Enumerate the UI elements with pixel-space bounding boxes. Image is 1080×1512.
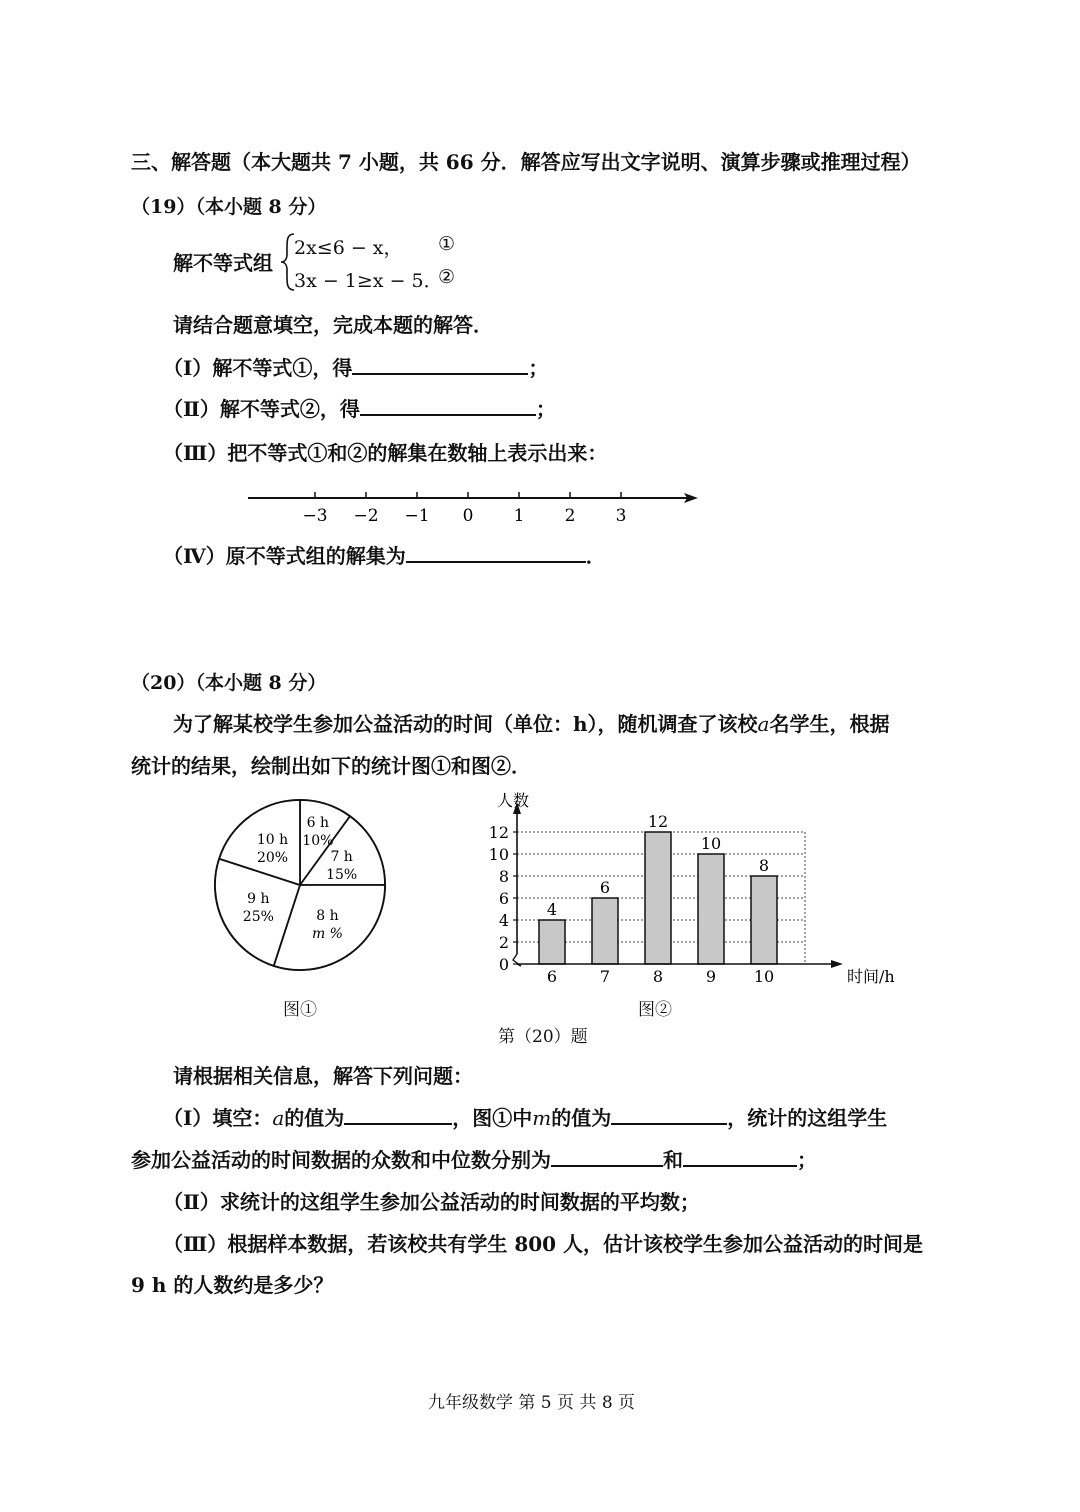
q20-intro-line2: 统计的结果，绘制出如下的统计图①和图②． bbox=[131, 754, 531, 778]
bar bbox=[592, 898, 618, 964]
number-line-label: −3 bbox=[302, 506, 328, 526]
pie-slice-pct: 25% bbox=[242, 909, 274, 926]
bar-value-label: 4 bbox=[546, 900, 558, 919]
q20-part1-line2-text: 参加公益活动的时间数据的众数和中位数分别为 bbox=[131, 1148, 551, 1172]
x-tick-label: 10 bbox=[753, 967, 775, 986]
q20-part2: （Ⅱ）求统计的这组学生参加公益活动的时间数据的平均数； bbox=[163, 1190, 700, 1214]
q19-inequality-2-mark: ② bbox=[438, 266, 456, 288]
x-tick-label: 9 bbox=[705, 967, 717, 986]
q19-part4 bbox=[163, 540, 606, 569]
number-line-label: −1 bbox=[404, 506, 430, 526]
q20-part1-d: 的值为 bbox=[551, 1106, 612, 1130]
q19-part1 bbox=[163, 352, 548, 381]
pie-slice-hours: 6 h bbox=[306, 815, 330, 832]
q19-part2-end: ； bbox=[535, 397, 556, 421]
pie-slice-pct: 10% bbox=[302, 833, 334, 850]
q19-instruction: 请结合题意填空，完成本题的解答． bbox=[173, 313, 493, 337]
number-line-label: 3 bbox=[615, 506, 627, 526]
q20-mode-blank[interactable] bbox=[551, 1145, 663, 1167]
bar bbox=[539, 920, 565, 964]
q20-part1-b: 的值为 bbox=[284, 1106, 345, 1130]
pie-slice-pct: 15% bbox=[326, 866, 358, 883]
bar-value-label: 10 bbox=[700, 834, 722, 853]
q19-part2-text: （Ⅱ）解不等式②，得 bbox=[163, 397, 360, 421]
q19-inequality-1: 2x≤6 − x， bbox=[294, 237, 403, 259]
bar-value-label: 12 bbox=[647, 812, 669, 831]
y-tick-label: 0 bbox=[498, 955, 509, 974]
q20-part3-line1: （Ⅲ）根据样本数据，若该校共有学生 800 人，估计该校学生参加公益活动的时间是 bbox=[163, 1232, 924, 1256]
bar-value-label: 6 bbox=[599, 878, 611, 897]
q20-part3-line2: 9 h 的人数约是多少？ bbox=[131, 1273, 334, 1297]
bar-value-label: 8 bbox=[758, 856, 770, 875]
bar bbox=[645, 832, 671, 964]
y-tick-label: 10 bbox=[488, 845, 509, 864]
q20-header: （20）（本小题 8 分） bbox=[131, 672, 327, 694]
q20-var-a: a bbox=[757, 712, 770, 736]
x-axis-arrow-icon bbox=[831, 960, 843, 968]
pie-slice-hours: 9 h bbox=[247, 891, 270, 908]
q19-header: （19）（本小题 8 分） bbox=[131, 196, 327, 218]
bar bbox=[751, 876, 777, 964]
q19-part2-blank[interactable] bbox=[360, 394, 536, 416]
page-footer: 九年级数学 第 5 页 共 8 页 bbox=[428, 1393, 636, 1413]
x-tick-label: 6 bbox=[546, 967, 558, 986]
x-tick-label: 7 bbox=[599, 967, 611, 986]
q20-part1-var-a: a bbox=[272, 1106, 285, 1130]
q20-questions-intro: 请根据相关信息，解答下列问题： bbox=[173, 1064, 473, 1088]
figure-caption: 第（20）题 bbox=[498, 1027, 588, 1047]
q20-median-blank[interactable] bbox=[683, 1145, 797, 1167]
bar bbox=[698, 854, 724, 964]
x-tick-label: 8 bbox=[652, 967, 664, 986]
q20-part1-a: （Ⅰ）填空： bbox=[163, 1106, 273, 1130]
q20-part1-end: ； bbox=[797, 1148, 817, 1172]
q20-part1-and: 和 bbox=[663, 1148, 683, 1172]
q20-intro-line1 bbox=[173, 708, 889, 737]
q20-part1-line2 bbox=[131, 1144, 817, 1173]
q20-intro-b: 名学生，根据 bbox=[769, 712, 890, 736]
number-line-label: −2 bbox=[353, 506, 379, 526]
fig1-caption: 图① bbox=[283, 1000, 317, 1020]
q19-part1-end: ； bbox=[528, 356, 549, 380]
q19-part1-blank[interactable] bbox=[352, 353, 528, 375]
number-line-label: 2 bbox=[564, 506, 576, 526]
y-axis-label: 人数 bbox=[496, 791, 530, 810]
bar-chart bbox=[455, 790, 895, 990]
q20-a-blank[interactable] bbox=[344, 1103, 452, 1125]
q19-part4-end: ． bbox=[585, 544, 606, 568]
pie-slice-hours: 7 h bbox=[330, 848, 353, 865]
number-line-label: 0 bbox=[462, 506, 474, 526]
q19-part1-text: （Ⅰ）解不等式①，得 bbox=[163, 356, 353, 380]
q19-system-label: 解不等式组 bbox=[173, 251, 273, 275]
q20-part1-var-m: m bbox=[532, 1106, 552, 1130]
q19-part3: （Ⅲ）把不等式①和②的解集在数轴上表示出来： bbox=[163, 441, 608, 465]
y-tick-label: 4 bbox=[498, 911, 509, 930]
q20-m-blank[interactable] bbox=[611, 1103, 727, 1125]
y-tick-label: 6 bbox=[498, 889, 509, 908]
fig2-caption: 图② bbox=[638, 1000, 672, 1020]
q19-inequality-2: 3x − 1≥x − 5． bbox=[294, 270, 443, 292]
q20-part1-e: ，统计的这组学生 bbox=[727, 1106, 888, 1130]
q20-intro-a: 为了解某校学生参加公益活动的时间（单位：h），随机调查了该校 bbox=[173, 712, 758, 736]
pie-slice-hours: 10 h bbox=[256, 832, 289, 849]
pie-slice-pct: m % bbox=[311, 925, 343, 942]
q19-part4-blank[interactable] bbox=[406, 541, 586, 563]
x-axis-label: 时间/h bbox=[847, 967, 895, 986]
y-tick-label: 2 bbox=[498, 933, 509, 952]
q20-part1-line1 bbox=[163, 1102, 887, 1131]
number-line[interactable] bbox=[240, 485, 710, 535]
q19-inequality-1-mark: ① bbox=[438, 233, 456, 255]
y-tick-label: 12 bbox=[488, 823, 509, 842]
section-title: 三、解答题（本大题共 7 小题，共 66 分．解答应写出文字说明、演算步骤或推理过程） bbox=[131, 150, 921, 174]
y-tick-label: 8 bbox=[498, 867, 509, 886]
number-line-label: 1 bbox=[513, 506, 525, 526]
q19-part4-text: （Ⅳ）原不等式组的解集为 bbox=[163, 544, 406, 568]
pie-chart bbox=[210, 795, 390, 975]
q20-part1-c: ，图①中 bbox=[452, 1106, 533, 1130]
pie-slice-hours: 8 h bbox=[316, 907, 339, 924]
pie-slice-pct: 20% bbox=[256, 850, 289, 867]
q19-part2 bbox=[163, 393, 556, 422]
